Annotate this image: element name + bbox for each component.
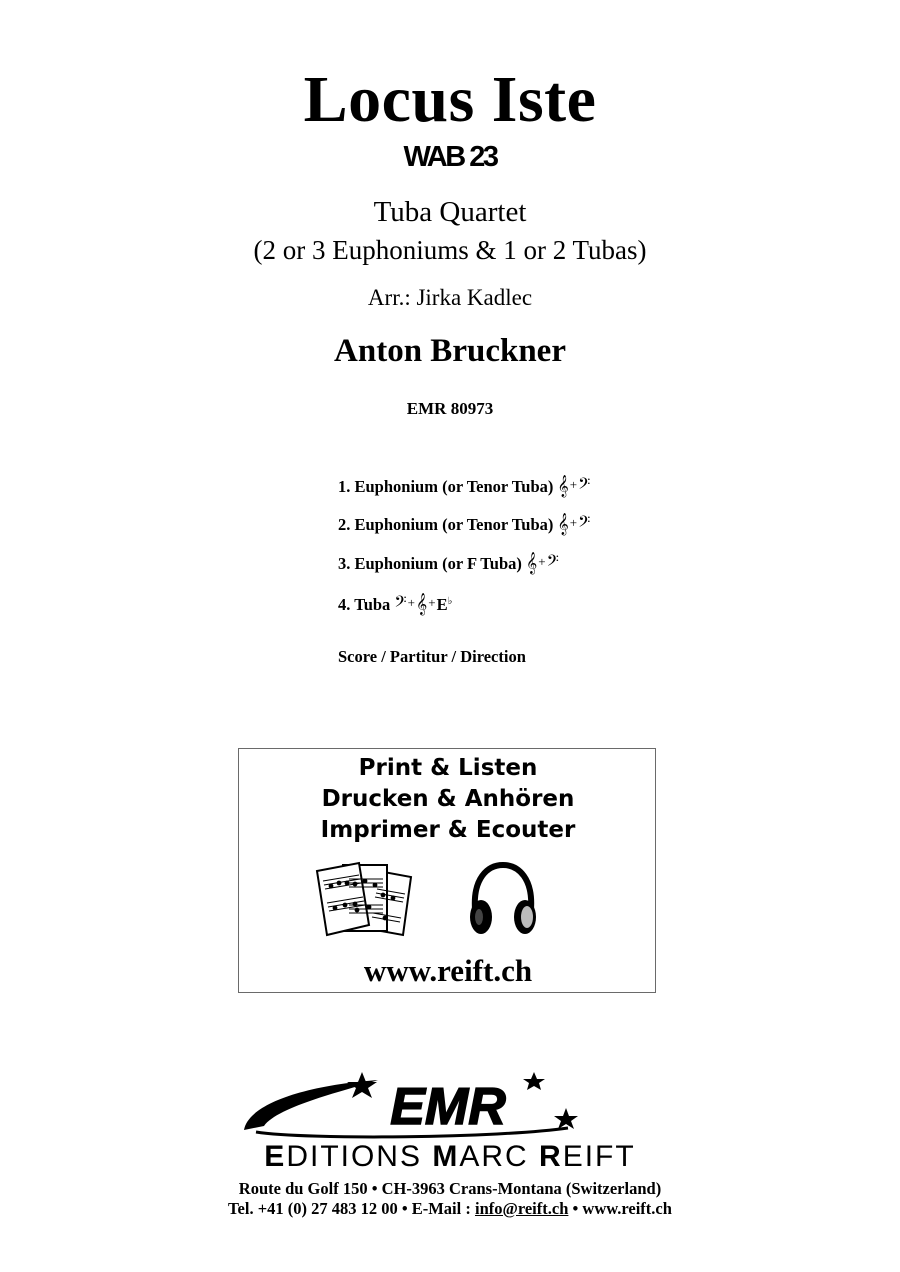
- part-4: [338, 590, 452, 617]
- bass-clef-icon: 𝄢: [394, 593, 407, 615]
- ensemble: Tuba Quartet: [373, 196, 527, 228]
- logo-text: EMR: [390, 1078, 506, 1136]
- bass-clef-icon: 𝄢: [546, 552, 559, 574]
- plus-sign: +: [407, 595, 415, 610]
- email-link[interactable]: info@reift.ch: [474, 1199, 569, 1218]
- bass-clef-icon: 𝄢: [578, 513, 591, 535]
- plus-sign: +: [569, 515, 578, 530]
- emr-logo: [238, 1070, 662, 1142]
- sheet-music-icon: [315, 859, 423, 941]
- part-1: [338, 473, 590, 499]
- publisher-contact: [0, 1198, 900, 1220]
- headphones-icon: [467, 861, 539, 941]
- flat-icon: ♭: [447, 596, 453, 607]
- treble-clef-icon: 𝄞: [415, 593, 428, 615]
- publisher-name: EDITIONS MARC REIFT: [264, 1140, 636, 1173]
- treble-clef-icon: 𝄞: [557, 475, 569, 497]
- print-and-listen-box[interactable]: [238, 748, 656, 993]
- arranger: Arr.: Jirka Kadlec: [367, 285, 533, 310]
- score-label: Score / Partitur / Direction: [338, 647, 526, 666]
- composer: Anton Bruckner: [334, 333, 566, 369]
- treble-clef-icon: 𝄞: [557, 513, 569, 535]
- contact-website[interactable]: • www.reift.ch: [568, 1199, 672, 1218]
- ensemble-detail: (2 or 3 Euphoniums & 1 or 2 Tubas): [253, 235, 647, 265]
- part-3: [338, 550, 559, 576]
- promo-line-french: Imprimer & Ecouter: [320, 817, 576, 843]
- catalog-number: WAB 23: [403, 141, 497, 173]
- treble-clef-icon: 𝄞: [526, 552, 538, 574]
- part-label: 1. Euphonium (or Tenor Tuba): [338, 477, 554, 496]
- promo-line-english: Print & Listen: [358, 755, 538, 781]
- part-label: 2. Euphonium (or Tenor Tuba): [338, 515, 554, 534]
- title: Locus Iste: [303, 63, 597, 136]
- part-2: [338, 511, 590, 537]
- edition-number: EMR 80973: [406, 399, 494, 418]
- promo-line-german: Drucken & Anhören: [321, 786, 575, 812]
- key-letter: E: [436, 595, 448, 614]
- promo-url-link[interactable]: www.reift.ch: [363, 953, 533, 988]
- plus-sign: +: [538, 554, 546, 569]
- plus-sign: +: [428, 595, 436, 610]
- part-label: 4. Tuba: [338, 595, 391, 614]
- plus-sign: +: [569, 477, 578, 492]
- publisher-address: Route du Golf 150 • CH-3963 Crans-Montana (Switzerland): [238, 1179, 662, 1198]
- contact-phone: Tel. +41 (0) 27 483 12 00 • E-Mail :: [228, 1199, 475, 1218]
- part-label: 3. Euphonium (or F Tuba): [338, 554, 522, 573]
- bass-clef-icon: 𝄢: [578, 475, 591, 497]
